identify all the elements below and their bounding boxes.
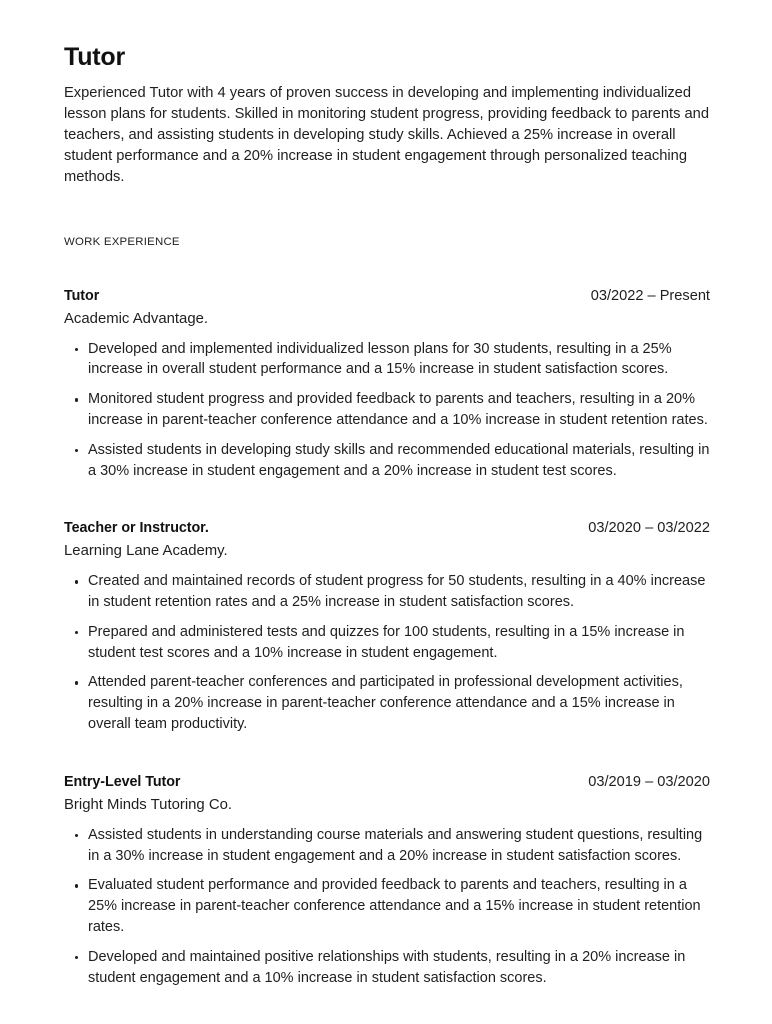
list-item: Developed and implemented individualized lesson plans for 30 students, resulting in a 25% increase in overall student performance and a 15% increase in student satisfaction scores.	[64, 339, 710, 381]
list-item: Evaluated student performance and provided feedback to parents and teachers, resulting in a 25% increase in parent-teacher conference attendance and a 15% increase in student retention rates.	[64, 875, 710, 937]
job-company: Learning Lane Academy.	[64, 543, 228, 560]
job-entry	[64, 287, 710, 482]
job-header	[64, 773, 710, 792]
list-item: Assisted students in understanding course materials and answering student questions, resulting in a 30% increase in student engagement and a 20% increase in student satisfaction scores.	[64, 825, 710, 867]
list-item: Attended parent-teacher conferences and participated in professional development activities, resulting in a 20% increase in parent-teacher conference attendance and a 15% increase in overall team productivity.	[64, 672, 710, 734]
list-item: Created and maintained records of student progress for 50 students, resulting in a 40% increase in student retention rates and a 25% increase in student satisfaction scores.	[64, 571, 710, 613]
job-title: Entry-Level Tutor	[64, 773, 181, 790]
professional-summary: Experienced Tutor with 4 years of proven success in developing and implementing individualized lesson plans for students. Skilled in monitoring student progress, providing feedback to parents and teachers, and assisting students in developing study skills. Achieved a 25% increase in overall student performance and a 20% increase in student engagement through personalized teaching methods.	[64, 84, 709, 186]
list-item: Assisted students in developing study skills and recommended educational materials, resulting in a 30% increase in student engagement and a 20% increase in student test scores.	[64, 440, 710, 482]
job-title: Teacher or Instructor.	[64, 520, 209, 537]
job-responsibilities	[64, 825, 710, 989]
job-header	[64, 287, 710, 306]
page-title: Tutor	[64, 43, 126, 71]
job-responsibilities	[64, 339, 710, 482]
section-heading-work-experience: WORK EXPERIENCE	[64, 235, 180, 248]
job-company: Academic Advantage.	[64, 310, 209, 327]
job-title: Tutor	[64, 287, 100, 304]
job-dates: 03/2022 – Present	[590, 287, 710, 304]
list-item: Monitored student progress and provided feedback to parents and teachers, resulting in a 20% increase in parent-teacher conference attendance and a 10% increase in student retention rates.	[64, 389, 710, 431]
list-item: Developed and maintained positive relationships with students, resulting in a 20% increase in student engagement and a 10% increase in student satisfaction scores.	[64, 947, 710, 989]
job-company: Bright Minds Tutoring Co.	[64, 796, 233, 813]
list-item: Prepared and administered tests and quizzes for 100 students, resulting in a 15% increase in student test scores and a 10% increase in student engagement.	[64, 622, 710, 664]
job-responsibilities	[64, 571, 710, 735]
job-entry	[64, 773, 710, 989]
job-header	[64, 519, 710, 538]
job-entry	[64, 519, 710, 735]
job-dates: 03/2020 – 03/2022	[588, 520, 710, 537]
job-dates: 03/2019 – 03/2020	[588, 773, 710, 790]
